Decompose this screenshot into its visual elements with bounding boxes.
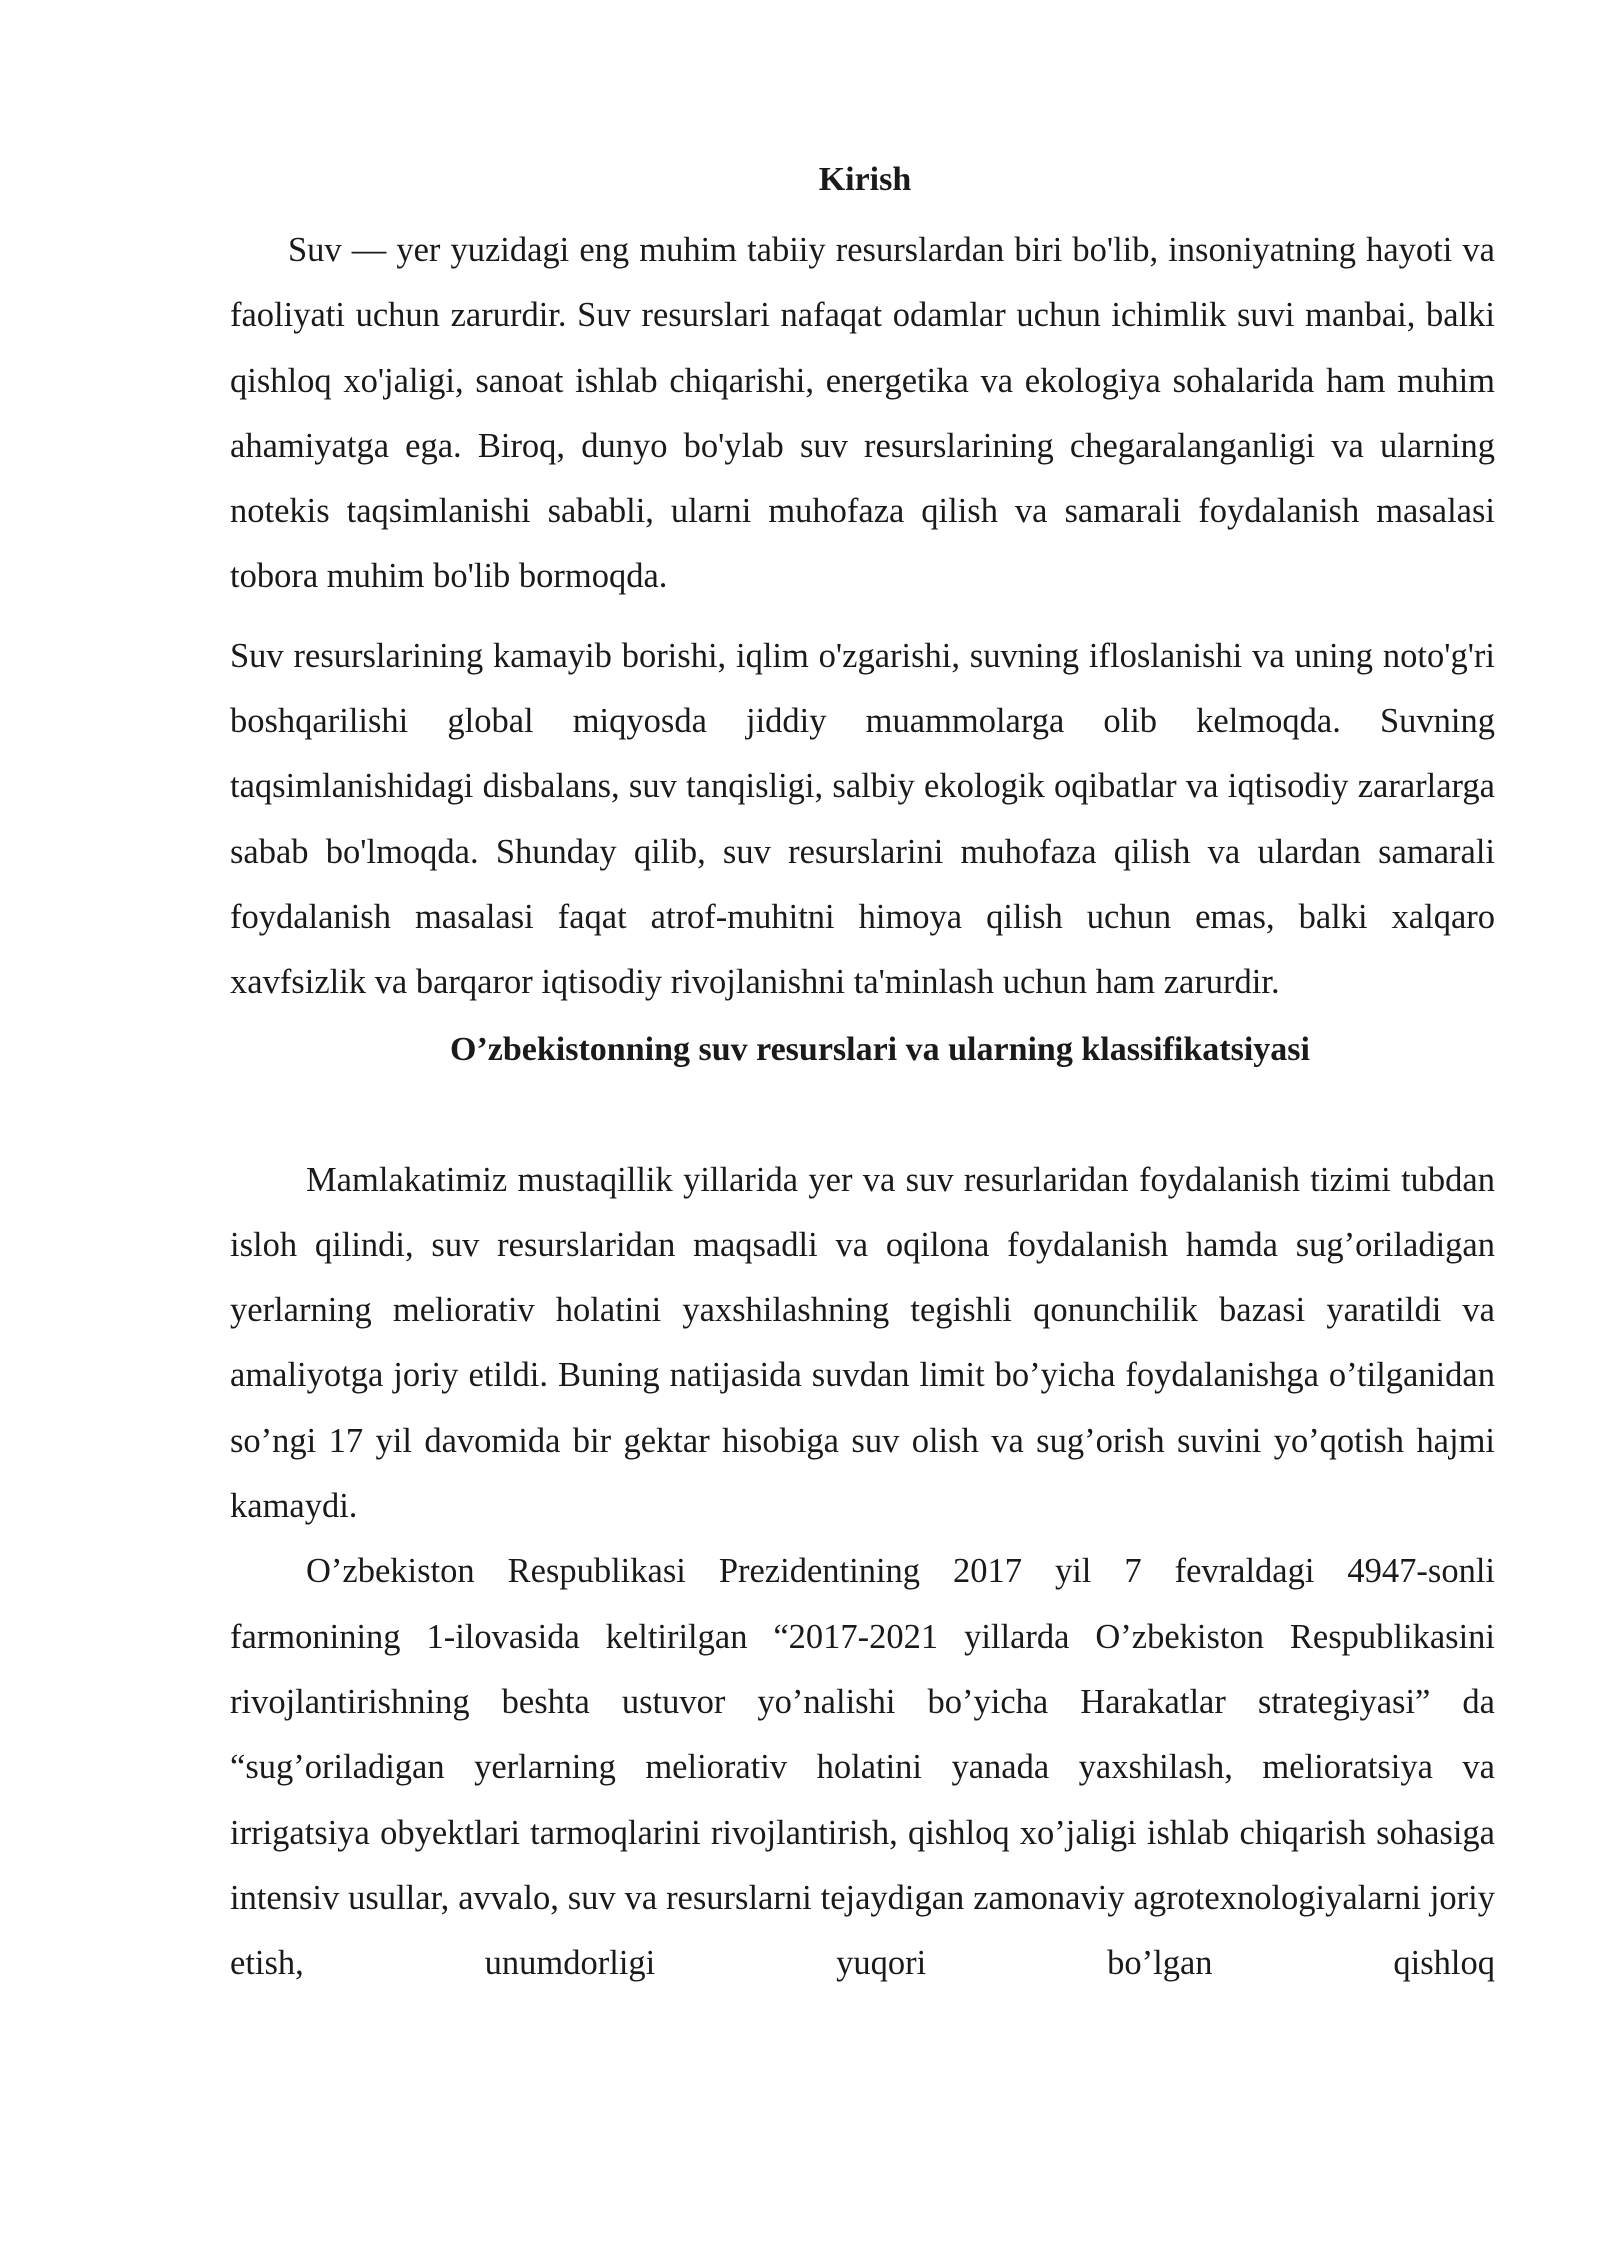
intro-paragraph-1: Suv — yer yuzidagi eng muhim tabiiy resurslardan biri bo'lib, insoniyatning hayoti va faoliyati uchun zarurdir. Suv resurslari nafaqat odamlar uchun ichimlik suvi manbai, balki qishloq xo'jaligi, sanoat ishlab chiqarishi, energetika va ekologiya sohalarida ham muhim ahamiyatga ega. Biroq, dunyo bo'ylab suv resurslarining chegaralanganligi va ularning notekis taqsimlanishi sababli, ularni muhofaza qilish va samarali foydalanish masalasi tobora muhim bo'lib bormoqda. <box>230 231 1495 596</box>
document-page <box>230 160 1495 1996</box>
section-title: O’zbekistonning suv resurslari va ularning klassifikatsiyasi <box>450 1030 1310 1068</box>
intro-paragraph-2: Suv resurslarining kamayib borishi, iqlim o'zgarishi, suvning ifloslanishi va uning noto'g'ri boshqarilishi global miqyosda jiddiy muammolarga olib kelmoqda. Suvning taqsimlanishidagi disbalans, suv tanqisligi, salbiy ekologik oqibatlar va iqtisodiy zararlarga sabab bo'lmoqda. Shunday qilib, suv resurslarini muhofaza qilish va ulardan samarali foydalanish masalasi faqat atrof-muhitni himoya qilish uchun emas, balki xalqaro xavfsizlik va barqaror iqtisodiy rivojlanishni ta'minlash uchun ham zarurdir. <box>230 636 1495 1002</box>
section-paragraph-2: O’zbekiston Respublikasi Prezidentining 2017 yil 7 fevraldagi 4947-sonli farmonining 1-ilovasida keltirilgan “2017-2021 yillarda O’zbekiston Respublikasini rivojlantirishning beshta ustuvor yo’nalishi bo’yicha Harakatlar strategiyasi” da “sug’oriladigan yerlarning meliorativ holatini yanada yaxshilash, melioratsiya va irrigatsiya obyektlari tarmoqlarini rivojlantirish, qishloq xo’jaligi ishlab chiqarish sohasiga intensiv usullar, avvalo, suv va resurslarni tejaydigan zamonaviy agrotexnologiyalarni joriy etish, unumdorligi yuqori bo’lgan qishloq <box>230 1552 1495 1983</box>
section-paragraph-1: Mamlakatimiz mustaqillik yillarida yer va suv resurlaridan foydalanish tizimi tubdan isloh qilindi, suv resurslaridan maqsadli va oqilona foydalanish hamda sug’oriladigan yerlarning meliorativ holatini yaxshilashning tegishli qonunchilik bazasi yaratildi va amaliyotga joriy etildi. Buning natijasida suvdan limit bo’yicha foydalanishga o’tilganidan so’ngi 17 yil davomida bir gektar hisobiga suv olish va sug’orish suvini yo’qotish hajmi kamaydi. <box>230 1160 1495 1526</box>
document-title: Kirish <box>818 161 912 198</box>
